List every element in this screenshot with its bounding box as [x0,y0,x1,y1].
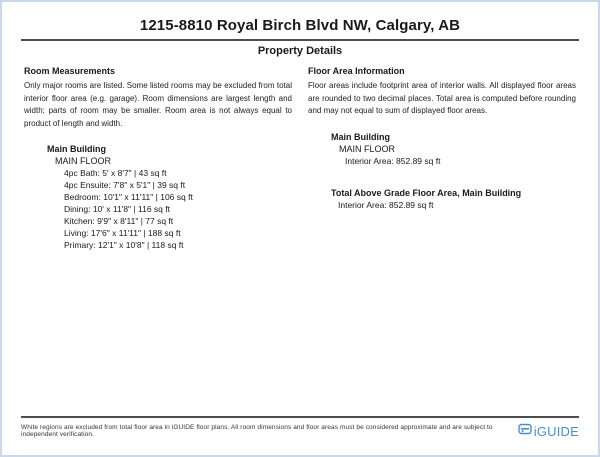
list-item: 4pc Ensuite: 7'8" x 5'1" | 39 sq ft [64,180,186,190]
building-name: Main Building [331,131,390,142]
list-item: Dining: 10' x 11'8" | 116 sq ft [64,204,170,214]
floor-area-heading: Floor Area Information [308,66,405,76]
list-item: Bedroom: 10'1" x 11'11" | 106 sq ft [64,192,193,202]
room-list [64,167,292,251]
floor-name: MAIN FLOOR [339,143,396,154]
footer [21,416,579,440]
iguide-camera-icon [518,422,532,440]
header-divider [21,39,579,41]
total-floor-area-group [331,187,576,211]
section-floor-area [308,66,576,251]
room-measurements-building-group [47,143,292,251]
list-item: 4pc Bath: 5' x 8'7" | 43 sq ft [64,168,167,178]
header [2,2,598,57]
list-item: Kitchen: 9'9" x 8'11" | 77 sq ft [64,216,174,226]
page-title: 1215-8810 Royal Birch Blvd NW, Calgary, AB [139,17,461,34]
room-measurements-heading: Room Measurements [24,66,116,76]
section-room-measurements [24,66,292,251]
iguide-logo [518,422,579,440]
floor-name: MAIN FLOOR [55,156,112,166]
list-item: Primary: 12'1" x 10'8" | 118 sq ft [64,240,184,250]
total-floor-area-heading: Total Above Grade Floor Area, Main Building [331,187,522,198]
list-item: Living: 17'6" x 11'11" | 188 sq ft [64,228,181,238]
building-name: Main Building [47,144,106,154]
page-subtitle: Property Details [257,45,343,57]
interior-area-value: Interior Area: 852.89 sq ft [345,155,441,166]
floor-area-building-group [331,131,576,167]
iguide-brand-text: iGUIDE [533,423,579,439]
floor-area-description: Floor areas include footprint area of interior walls. All displayed floor areas are rounded to two decimal places. Total area is computed before rounding and may not equal to sum of displayed floor areas. [308,81,576,115]
total-interior-area-value: Interior Area: 852.89 sq ft [338,199,434,210]
footer-disclaimer: White regions are excluded from total floor area in iGUIDE floor plans. All room dimensions and floor areas must be considered approximate and are subject to independent verification. [21,424,493,438]
content-columns [2,66,598,251]
room-measurements-description: Only major rooms are listed. Some listed rooms may be excluded from total interior floor area (e.g. garage). Room dimensions are largest length and width; parts of room may be smaller. Room area is not always equal to product of length and width. [24,81,292,128]
